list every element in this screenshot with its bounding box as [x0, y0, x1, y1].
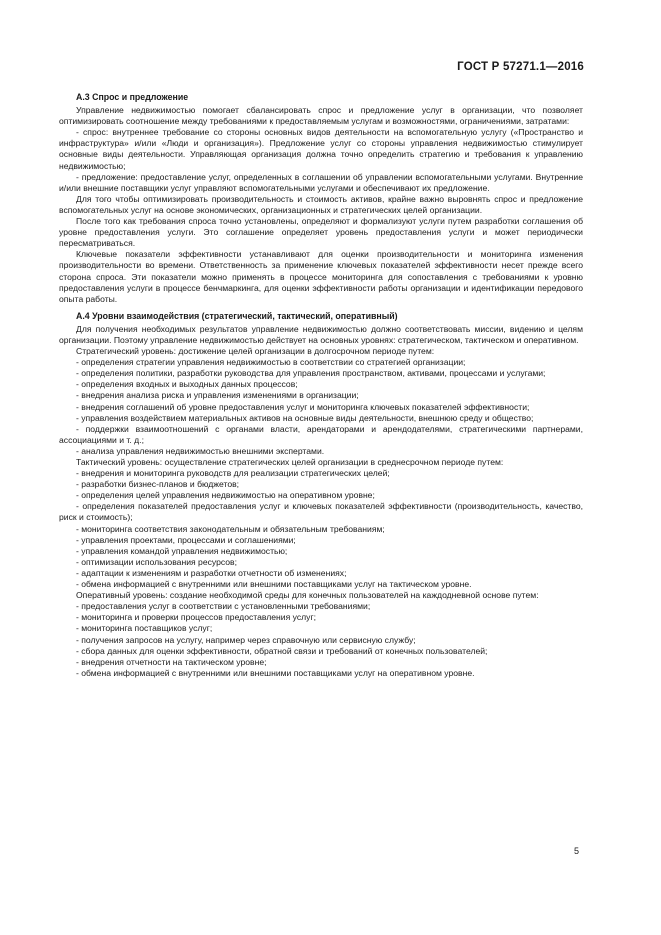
list-item: - определения показателей предоставления услуг и ключевых показателей эффективности (производительность, качество, риск и стоимость); — [59, 501, 583, 523]
list-item: - оптимизации использования ресурсов; — [76, 556, 238, 567]
list-item: - поддержки взаимоотношений с органами власти, арендаторами и арендодателями, стратегическими партнерами, ассоциациями и т. д.; — [59, 423, 583, 445]
paragraph: Для получения необходимых результатов управление недвижимостью должно соответствовать миссии, видению и целям организации. Поэтому управление недвижимостью действует на основных уровнях: стратегическом, тактическом и оперативном. — [59, 323, 583, 345]
list-item: - разработки бизнес-планов и бюджетов; — [76, 479, 240, 490]
list-item: - внедрения анализа риска и управления изменениями в организации; — [76, 390, 359, 401]
operational-lead: Оперативный уровень: создание необходимой среды для конечных пользователей на каждодневной основе путем: — [76, 590, 539, 601]
page-number: 5 — [573, 846, 579, 856]
paragraph: - предложение: предоставление услуг, определенных в соглашении об управлении вспомогательными услугами. Внутренние и/или внешние поставщики услуг управляют вспомогательными услугами и обеспечивают их предложение. — [59, 171, 583, 193]
list-item: - определения стратегии управления недвижимостью в соответствии со стратегией организации; — [76, 357, 466, 368]
paragraph: Ключевые показатели эффективности устанавливают для оценки производительности и мониторинга изменения производительности во времени. Ответственность за применение ключевых показателей эффективности несет прежде всего сторона спроса. Эти показатели можно применять в процессе мониторинга для сопоставления с требованиями к уровню предоставления услуги в процессе бенчмаркинга, для оценки эффективности работы организации и идентификации передового опыта работы. — [59, 249, 583, 304]
list-item: - внедрения соглашений об уровне предоставления услуг и мониторинга ключевых показателей эффективности; — [76, 401, 530, 412]
section-a4-heading: А.4 Уровни взаимодействия (стратегический, тактический, оперативный) — [76, 310, 398, 321]
list-item: - управления проектами, процессами и соглашениями; — [76, 534, 296, 545]
list-item: - обмена информацией с внутренними или внешними поставщиками услуг на тактическом уровне. — [76, 579, 472, 590]
list-item: - мониторинга соответствия законодательным и обязательным требованиям; — [76, 523, 385, 534]
list-item: - определения целей управления недвижимостью на оперативном уровне; — [76, 490, 375, 501]
list-item: - мониторинга и проверки процессов предоставления услуг; — [76, 612, 316, 623]
list-item: - управления командой управления недвижимостью; — [76, 545, 288, 556]
list-item: - предоставления услуг в соответствии с установленными требованиями; — [76, 601, 371, 612]
strategic-lead: Стратегический уровень: достижение целей организации в долгосрочном периоде путем: — [76, 346, 435, 357]
list-item: - получения запросов на услугу, например через справочную или сервисную службу; — [76, 634, 416, 645]
paragraph: После того как требования спроса точно установлены, определяют и формализуют услуги путем разработки соглашения об уровне предоставления услуги. Это соглашение определяет уровень предоставления услуги и может периодически пересматриваться. — [59, 216, 583, 249]
paragraph: Управление недвижимостью помогает сбалансировать спрос и предложение услуг в организации, что позволяет оптимизировать соотношение между требованиями к предоставляемым услугам и возможностями, ограничениями, затратами: — [59, 105, 583, 127]
list-item: - обмена информацией с внутренними или внешними поставщиками услуг на оперативном уровне. — [76, 667, 475, 678]
page-content — [59, 91, 583, 679]
list-item: - определения политики, разработки руководства для управления пространством, активами, процессами и услугами; — [76, 368, 546, 379]
list-item: - адаптации к изменениям и разработки отчетности об изменениях; — [76, 567, 347, 578]
paragraph: Для того чтобы оптимизировать производительность и стоимость активов, крайне важно выровнять спрос и предложение вспомогательных услуг на основе экономических, организационных и стратегических целей организации. — [59, 193, 583, 215]
list-item: - внедрения и мониторинга руководств для реализации стратегических целей; — [76, 468, 390, 479]
list-item: - внедрения отчетности на тактическом уровне; — [76, 656, 267, 667]
list-item: - мониторинга поставщиков услуг; — [76, 623, 213, 634]
section-a3-heading: А.3 Спрос и предложение — [76, 92, 189, 102]
paragraph: - спрос: внутреннее требование со стороны основных видов деятельности на вспомогательную услугу («Пространство и инфраструктура» и/или «Люди и организация»). Предложение услуг со стороны управления недвижимостью стимулирует основные виды деятельности. Управляющая организация должна точно определить стратегию и требования к управлению недвижимостью; — [59, 127, 583, 171]
tactical-lead: Тактический уровень: осуществление стратегических целей организации в среднесрочном периоде путем: — [76, 457, 504, 467]
list-item: - управления воздействием материальных активов на основные виды деятельности, внешнюю среду и общество; — [76, 412, 534, 423]
document-code: ГОСТ Р 57271.1—2016 — [457, 61, 584, 73]
list-item: - анализа управления недвижимостью внешними экспертами. — [76, 445, 325, 456]
list-item: - сбора данных для оценки эффективности, обратной связи и требований от конечных пользователей; — [76, 645, 488, 656]
list-item: - определения входных и выходных данных процессов; — [76, 379, 298, 390]
